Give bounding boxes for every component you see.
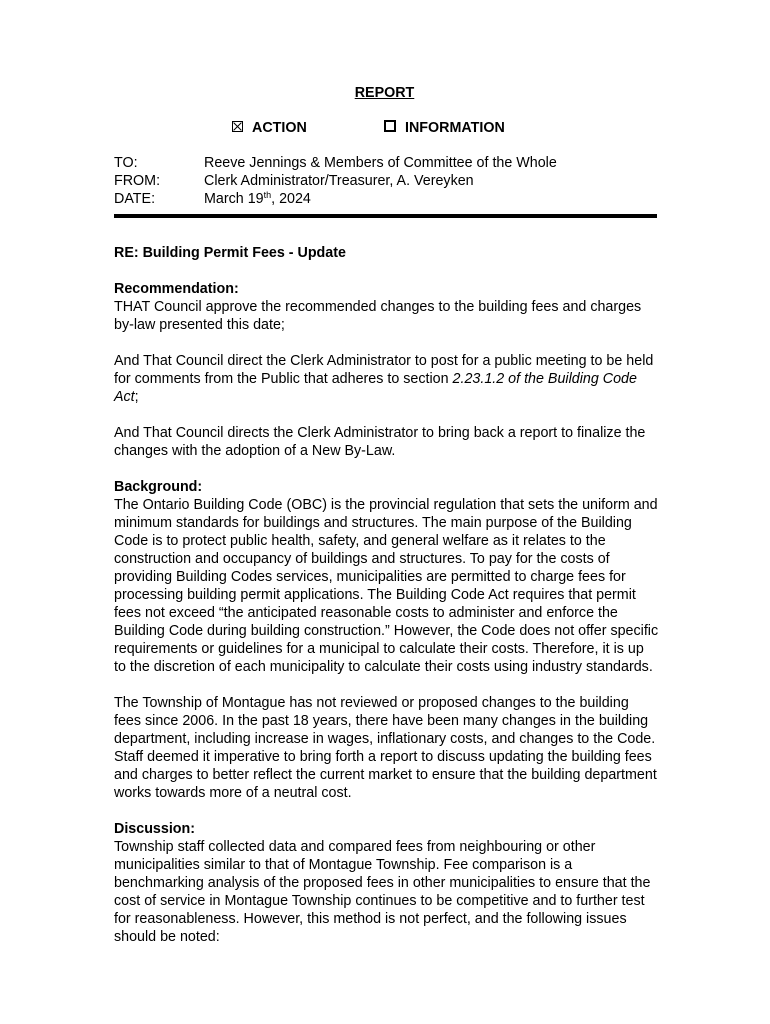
checked-box-icon[interactable] <box>232 121 243 132</box>
header-divider <box>114 214 657 218</box>
to-label: TO: <box>114 155 138 171</box>
memo-to-row <box>114 154 557 172</box>
from-value: Clerk Administrator/Treasurer, A. Vereyken <box>204 173 474 189</box>
background-paragraph-1: The Ontario Building Code (OBC) is the provincial regulation that sets the uniform and minimum standards for buildings and structures. The main purpose of the Building Code is to protect public health, safety, and general welfare as it relates to the construction and occupancy of buildings and structures. To pay for the costs of providing Building Codes services, municipalities are permitted to charge fees for processing building permit applications. The Building Code Act requires that permit fees not exceed “the anticipated reasonable costs to administer and enforce the Building Code during building construction.” However, the Code does not offer specific requirements or guidelines for a municipal to calculate their costs. Therefore, it is up to the discretion of each municipality to calculate their costs using industry standards. <box>114 497 659 675</box>
date-label: DATE: <box>114 191 156 207</box>
background-paragraph-2: The Township of Montague has not reviewed or proposed changes to the building fees since 2006. In the past 18 years, there have been many changes in the building department, including increase in wages, inflationary costs, and changes to the Code. Staff deemed it imperative to bring forth a report to discuss updating the building fees and charges to better reflect the current market to ensure that the building department works towards more of a neutral cost. <box>114 695 657 801</box>
memo-from-row <box>114 172 557 190</box>
recommendation-heading: Recommendation: <box>114 281 239 297</box>
to-value: Reeve Jennings & Members of Committee of the Whole <box>204 155 557 171</box>
recommendation-paragraph-2: And That Council direct the Clerk Administrator to post for a public meeting to be held for comments from the Public that adheres to section 2.23.1.2 of the Building Code Act; <box>114 353 654 405</box>
action-label: ACTION <box>252 120 307 136</box>
discussion-heading: Discussion: <box>114 821 196 837</box>
background-heading: Background: <box>114 479 203 495</box>
information-option[interactable] <box>384 119 505 137</box>
recommendation-paragraph-1: THAT Council approve the recommended changes to the building fees and charges by-law presented this date; <box>114 299 642 333</box>
information-label: INFORMATION <box>405 120 505 136</box>
empty-checkbox-icon[interactable] <box>384 120 396 132</box>
discussion-paragraph-1: Township staff collected data and compared fees from neighbouring or other municipalities similar to that of Montague Township. Fee comparison is a benchmarking analysis of the proposed fees in other municipalities to ensure that the cost of service in Montague Township continues to be competitive and to further test for reasonableness. However, this method is not perfect, and the following issues should be noted: <box>114 839 651 945</box>
memo-header <box>114 154 557 208</box>
action-option[interactable] <box>232 119 307 137</box>
report-title: REPORT <box>354 85 415 101</box>
memo-date-row <box>114 190 557 208</box>
recommendation-paragraph-3: And That Council directs the Clerk Administrator to bring back a report to finalize the changes with the adoption of a New By-Law. <box>114 425 646 459</box>
from-label: FROM: <box>114 173 161 189</box>
date-value: March 19th, 2024 <box>204 190 311 207</box>
report-body <box>114 244 659 946</box>
re-line: RE: Building Permit Fees - Update <box>114 245 346 261</box>
